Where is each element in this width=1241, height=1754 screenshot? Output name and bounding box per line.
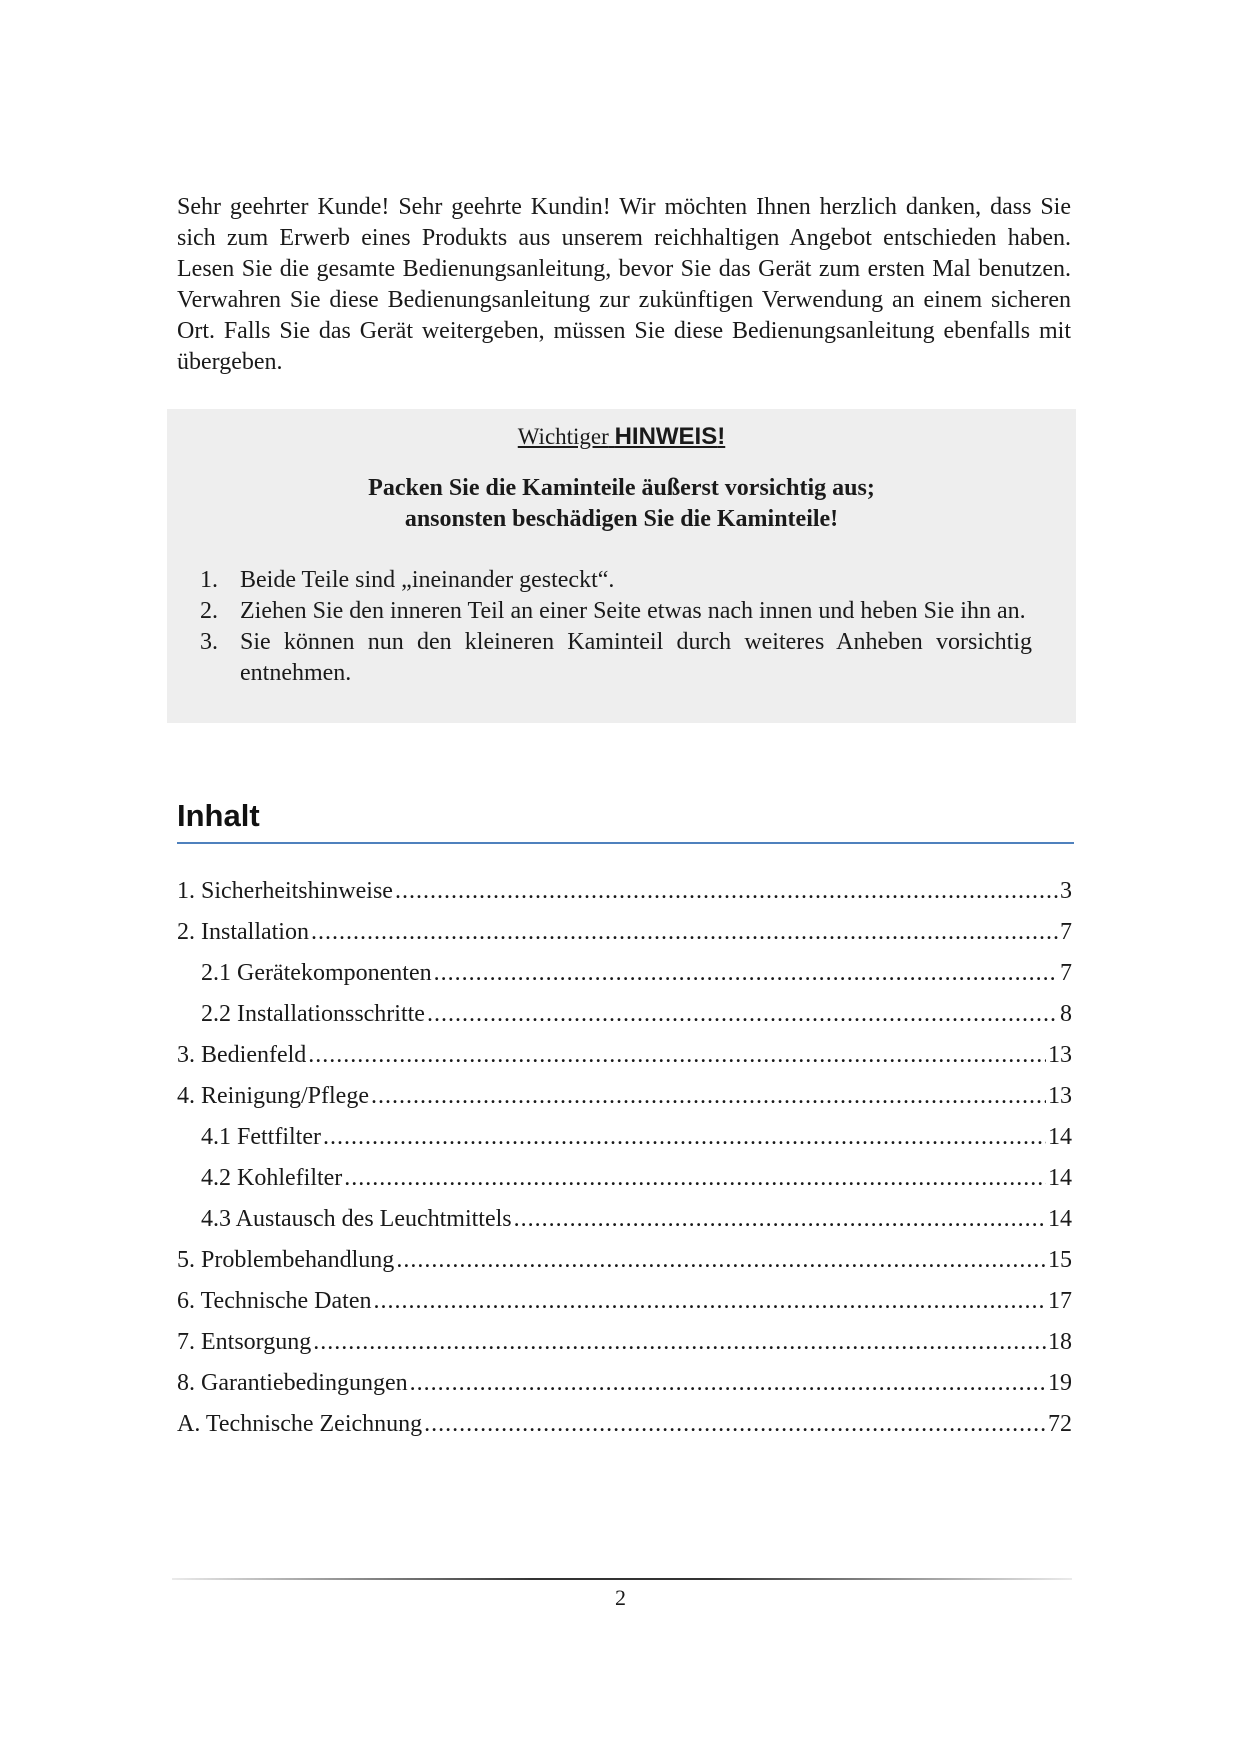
unpacking-step: [200, 596, 1032, 627]
toc-entry[interactable]: [177, 1158, 1072, 1199]
toc-entry[interactable]: [177, 1322, 1072, 1363]
toc-entry-page: 7: [1060, 960, 1072, 986]
toc-entry[interactable]: [177, 1240, 1072, 1281]
toc-entry-label: 3. Bedienfeld: [177, 1042, 307, 1068]
toc-entry[interactable]: [177, 953, 1072, 994]
toc-entry-page: 14: [1048, 1165, 1072, 1191]
toc-entry-page: 14: [1048, 1124, 1072, 1150]
toc-entry-page: 72: [1048, 1411, 1072, 1437]
page-number: 2: [615, 1585, 626, 1610]
toc-entry[interactable]: [177, 1363, 1072, 1404]
toc-dot-leader: [514, 1199, 1046, 1240]
toc-entry[interactable]: [177, 912, 1072, 953]
toc-entry[interactable]: [177, 1281, 1072, 1322]
toc-entry-label: 4.1 Fettfilter: [201, 1124, 321, 1150]
step-text: Ziehen Sie den inneren Teil an einer Seite etwas nach innen und heben Sie ihn an.: [240, 598, 1026, 624]
notice-title-keyword: HINWEIS: [614, 423, 718, 450]
step-text: Sie können nun den kleineren Kaminteil durch weiteres Anheben vorsichtig entnehmen.: [240, 629, 1032, 686]
toc-entry-label: 5. Problembehandlung: [177, 1247, 395, 1273]
toc-dot-leader: [410, 1363, 1046, 1404]
notice-title-prefix: Wichtiger: [517, 424, 609, 449]
toc-entry-label: 4.2 Kohlefilter: [201, 1165, 343, 1191]
step-number: 3.: [200, 629, 218, 655]
toc-dot-leader: [427, 994, 1058, 1035]
toc-entry-page: 18: [1048, 1329, 1072, 1355]
notice-warning: [167, 473, 1076, 535]
toc-entry-label: 2.2 Installationsschritte: [201, 1001, 425, 1027]
toc-dot-leader: [311, 912, 1058, 953]
toc-dot-leader: [313, 1322, 1046, 1363]
step-number: 1.: [200, 567, 218, 593]
toc-entry[interactable]: [177, 1117, 1072, 1158]
toc-entry-page: 3: [1060, 878, 1072, 904]
step-number: 2.: [200, 598, 218, 624]
important-notice-box: [167, 409, 1076, 723]
toc-entry-label: 1. Sicherheitshinweise: [177, 878, 393, 904]
toc-entry-page: 17: [1048, 1288, 1072, 1314]
table-of-contents: [177, 871, 1072, 1445]
toc-entry-label: 2. Installation: [177, 919, 309, 945]
toc-dot-leader: [424, 1404, 1046, 1445]
step-text: Beide Teile sind „ineinander gesteckt“.: [240, 567, 615, 593]
toc-entry-page: 8: [1060, 1001, 1072, 1027]
toc-entry-page: 7: [1060, 919, 1072, 945]
toc-entry-page: 13: [1048, 1083, 1072, 1109]
notice-warning-line: ansonsten beschädigen Sie die Kaminteile!: [404, 506, 839, 532]
toc-dot-leader: [371, 1076, 1046, 1117]
unpacking-step: [200, 565, 1032, 596]
toc-dot-leader: [373, 1281, 1046, 1322]
toc-heading: Inhalt: [177, 798, 260, 833]
toc-entry[interactable]: [177, 1199, 1072, 1240]
unpacking-steps-list: [200, 565, 1032, 689]
toc-entry[interactable]: [177, 1035, 1072, 1076]
toc-dot-leader: [434, 953, 1058, 994]
toc-entry-label: 7. Entsorgung: [177, 1329, 312, 1355]
toc-entry[interactable]: [177, 1404, 1072, 1445]
toc-entry[interactable]: [177, 871, 1072, 912]
toc-entry-page: 14: [1048, 1206, 1072, 1232]
toc-entry-label: 2.1 Gerätekomponenten: [201, 960, 432, 986]
footer-rule: [172, 1578, 1072, 1580]
toc-entry[interactable]: [177, 1076, 1072, 1117]
toc-dot-leader: [344, 1158, 1046, 1199]
notice-title: [167, 423, 1076, 451]
toc-heading-rule: [177, 842, 1074, 844]
toc-dot-leader: [308, 1035, 1046, 1076]
toc-dot-leader: [323, 1117, 1046, 1158]
notice-title-suffix: !: [717, 423, 726, 450]
toc-entry-label: 8. Garantiebedingungen: [177, 1370, 408, 1396]
intro-paragraph: Sehr geehrter Kunde! Sehr geehrte Kundin! Wir möchten Ihnen herzlich danken, dass Sie sich zum Erwerb eines Produkts aus unserem reichhaltigen Angebot entschieden haben. Lesen Sie die gesamte Bedienungsanleitung, bevor Sie das Gerät zum ersten Mal benutzen. Verwahren Sie diese Bedienungsanleitung zur zukünftigen Verwendung an einem sicheren Ort. Falls Sie das Gerät weitergeben, müssen Sie diese Bedienungsanleitung ebenfalls mit übergeben.: [177, 194, 1071, 375]
notice-warning-line: Packen Sie die Kaminteile äußerst vorsichtig aus;: [368, 475, 875, 501]
toc-entry-label: 6. Technische Daten: [177, 1288, 372, 1314]
toc-dot-leader: [396, 1240, 1046, 1281]
toc-entry-page: 15: [1048, 1247, 1072, 1273]
toc-entry-label: 4. Reinigung/Pflege: [177, 1083, 369, 1109]
toc-entry-page: 19: [1048, 1370, 1072, 1396]
toc-entry-page: 13: [1048, 1042, 1072, 1068]
toc-entry-label: 4.3 Austausch des Leuchtmittels: [201, 1206, 512, 1232]
toc-entry-label: A. Technische Zeichnung: [177, 1411, 423, 1437]
toc-dot-leader: [395, 871, 1058, 912]
toc-entry[interactable]: [177, 994, 1072, 1035]
unpacking-step: [200, 627, 1032, 689]
